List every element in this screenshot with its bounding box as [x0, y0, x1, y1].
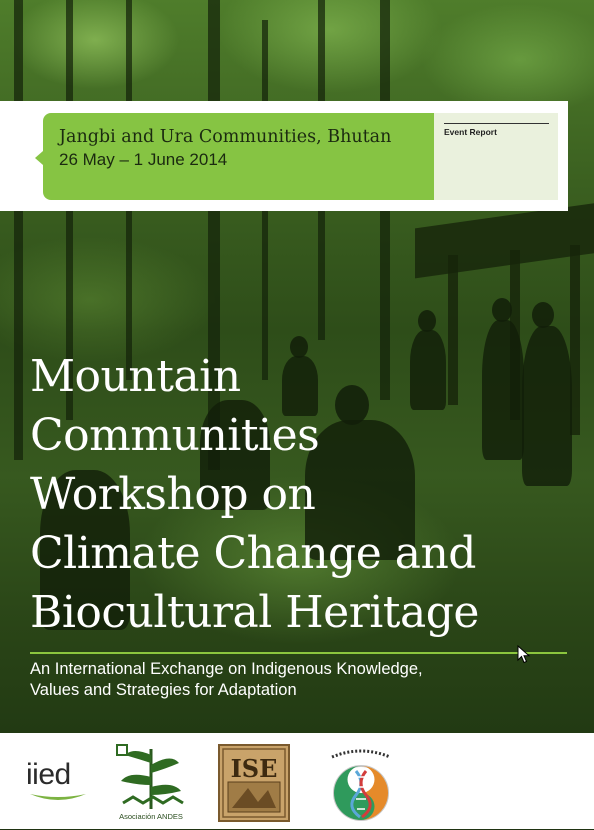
andes-logo — [113, 741, 189, 825]
andes-logo-text: Asociación ANDES — [119, 812, 183, 821]
andes-plant-icon — [113, 741, 189, 811]
report-type-rule — [444, 123, 549, 124]
report-type-label: Event Report — [444, 127, 497, 137]
person-head — [532, 302, 554, 328]
person-head — [418, 310, 436, 332]
ise-emblem-icon — [218, 744, 290, 822]
person-head — [492, 298, 512, 322]
ise-logo — [218, 744, 290, 822]
mouse-cursor-icon — [517, 645, 531, 665]
event-dates: 26 May – 1 June 2014 — [59, 150, 228, 169]
bhutan-emblem-logo — [326, 743, 396, 825]
event-header-box — [0, 101, 568, 211]
iied-logo — [26, 758, 94, 808]
event-location-panel — [43, 113, 434, 200]
iied-swoosh-icon — [28, 792, 88, 804]
partner-logos-bar — [0, 733, 594, 829]
report-type-panel — [434, 113, 558, 200]
iied-logo-text: iied — [26, 758, 71, 791]
pavilion-roof — [415, 202, 594, 279]
bhutan-emblem-icon — [326, 743, 396, 825]
report-subtitle: An International Exchange on Indigenous Knowledge, Values and Strategies for Adaptation — [30, 660, 423, 699]
tree-trunk — [14, 0, 23, 460]
ise-logo-text: ISE — [230, 754, 278, 783]
event-location: Jangbi and Ura Communities, Bhutan — [59, 127, 392, 147]
report-title: Mountain Communities Workshop on Climate Change and Biocultural Heritage — [30, 351, 479, 638]
title-divider — [30, 652, 567, 654]
